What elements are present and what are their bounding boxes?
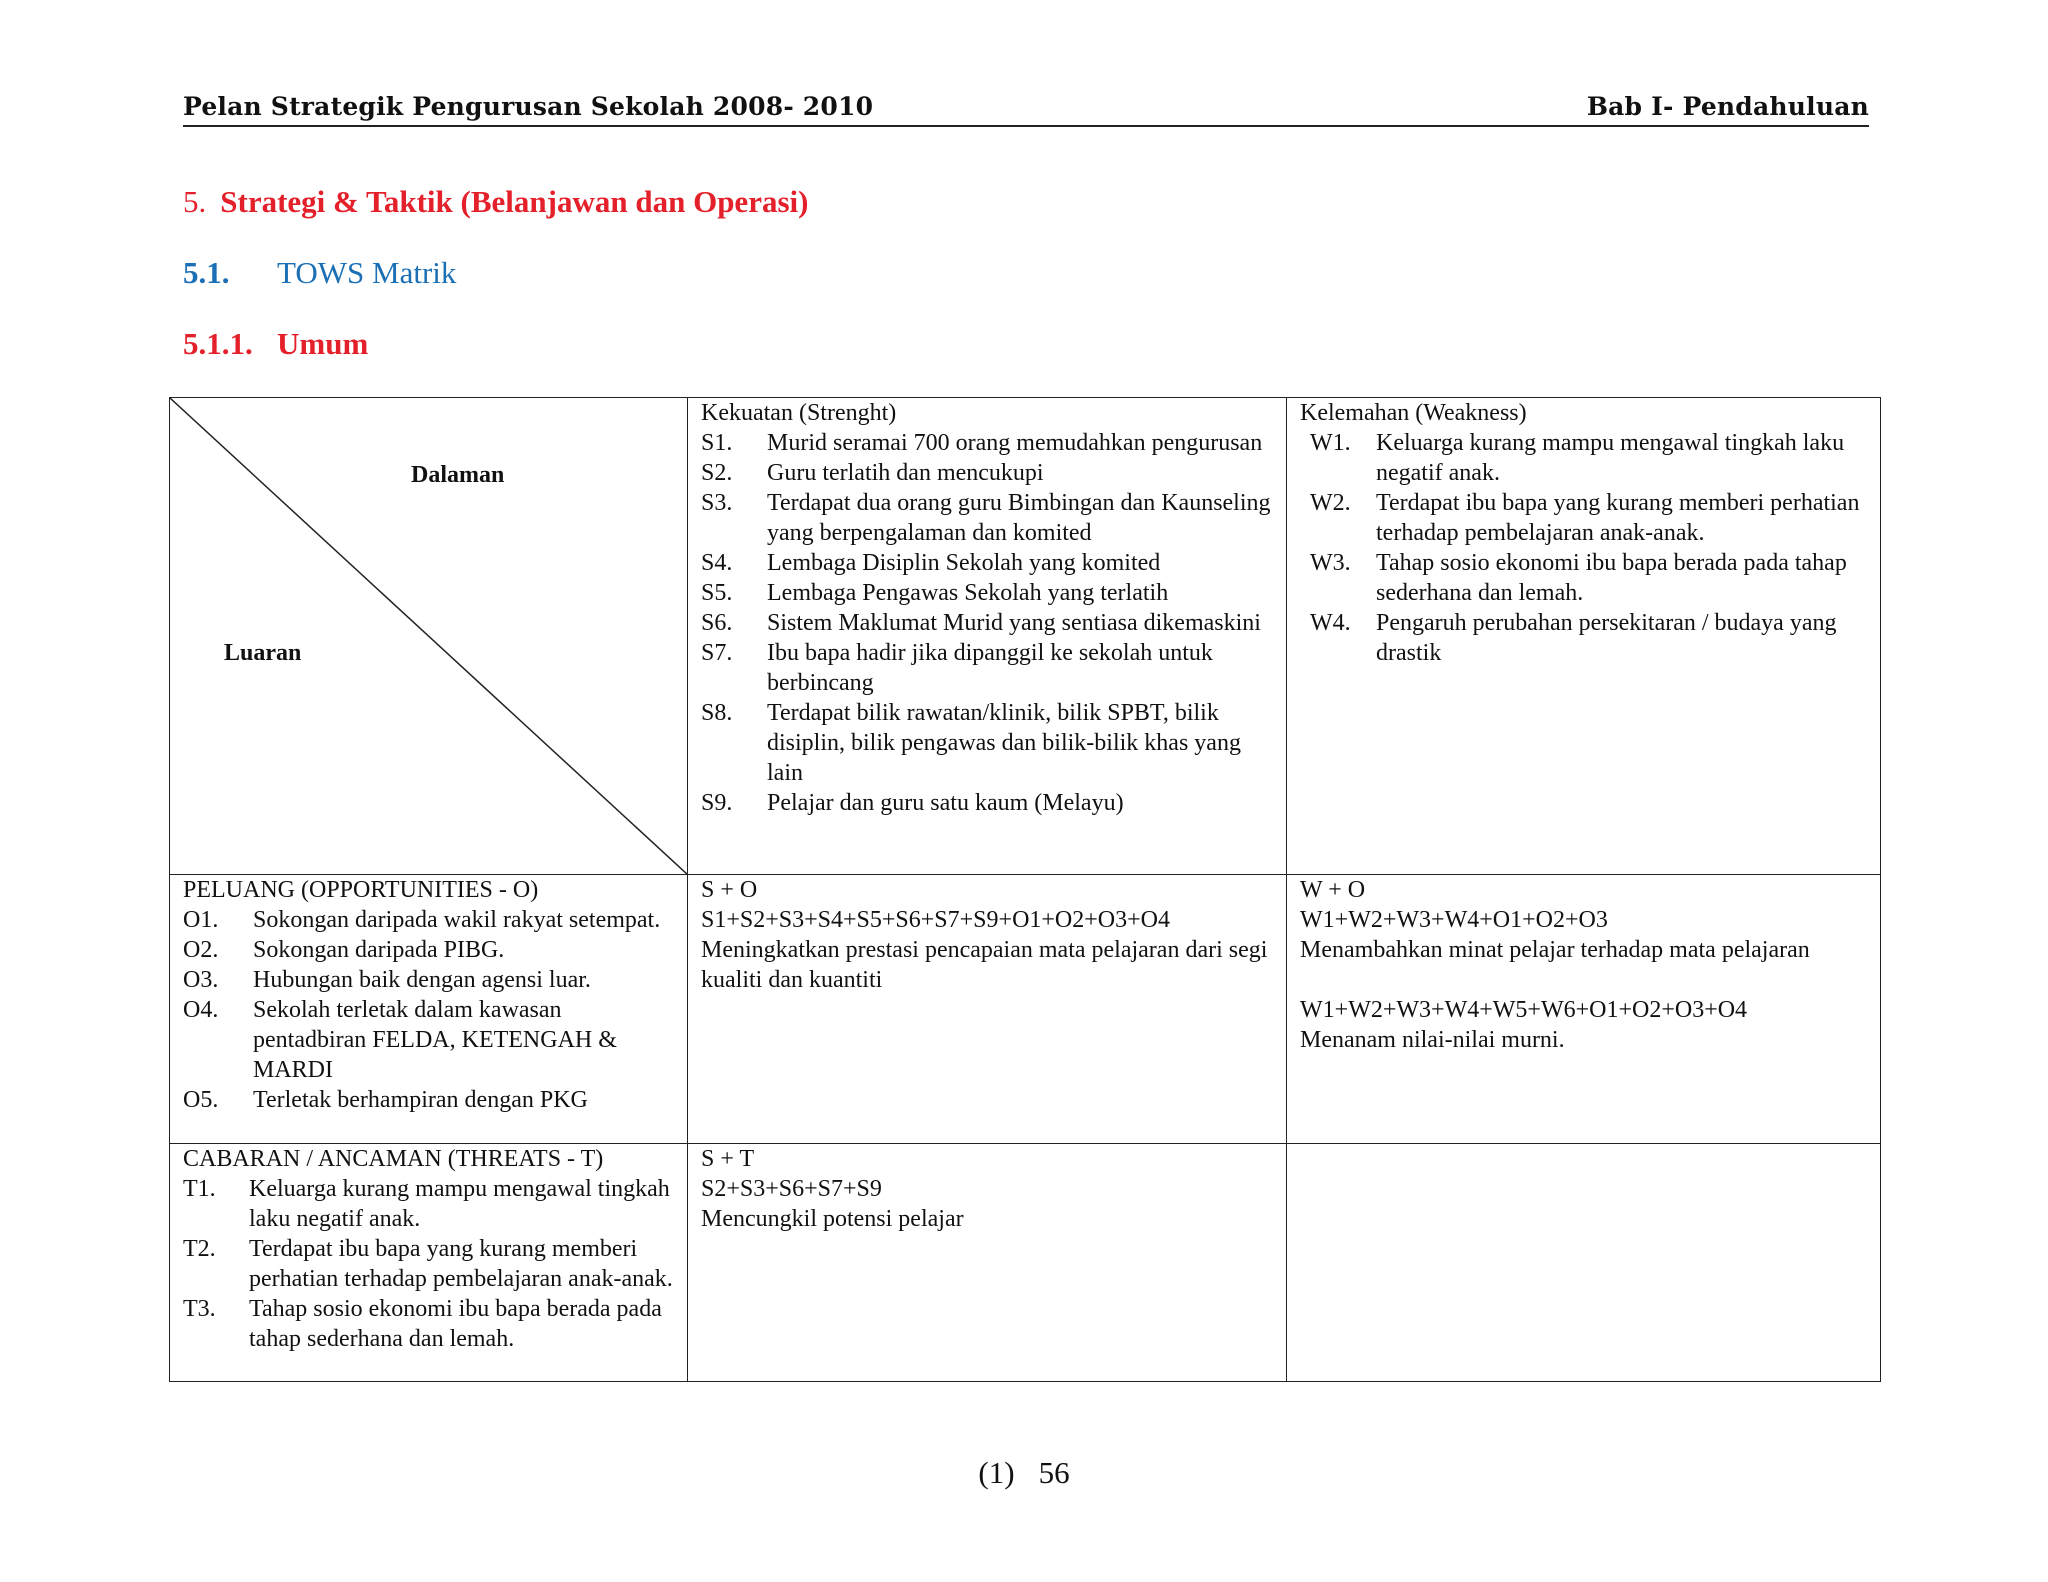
item-code: S9. (701, 790, 733, 816)
item-text: Murid seramai 700 orang memudahkan pengurusan (767, 430, 1263, 456)
item-text: Hubungan baik dengan agensi luar. (253, 967, 591, 993)
item-text: Ibu bapa hadir jika dipanggil ke sekolah untuk berbincang (767, 640, 1213, 696)
subsubsection-heading (183, 326, 368, 362)
subsubsection-title: Umum (277, 326, 369, 361)
spacer (1300, 965, 1868, 995)
item-code: W2. (1310, 490, 1351, 516)
list-item (183, 1085, 675, 1115)
list-item (701, 458, 1274, 488)
wo-title: W + O (1300, 877, 1366, 903)
list-item (701, 788, 1274, 818)
item-code: S6. (701, 610, 733, 636)
section-number: 5. (183, 184, 207, 219)
item-text: Tahap sosio ekonomi ibu bapa berada pada tahap sederhana dan lemah. (1376, 550, 1847, 606)
list-item (183, 1234, 675, 1294)
so-description: Meningkatkan prestasi pencapaian mata pelajaran dari segi kualiti dan kuantiti (701, 937, 1268, 993)
st-combination: S2+S3+S6+S7+S9 (701, 1176, 882, 1202)
list-item (183, 995, 675, 1085)
item-text: Guru terlatih dan mencukupi (767, 460, 1044, 486)
item-text: Terdapat dua orang guru Bimbingan dan Kaunseling yang berpengalaman dan komited (767, 490, 1271, 546)
threats-cell (170, 1144, 688, 1382)
item-text: Sokongan daripada PIBG. (253, 937, 505, 963)
list-item (183, 1294, 675, 1354)
item-code: S4. (701, 550, 733, 576)
section-title: Strategi & Taktik (Belanjawan dan Operasi) (220, 184, 809, 219)
opportunities-cell (170, 875, 688, 1144)
list-item (1300, 428, 1868, 488)
list-item (183, 965, 675, 995)
threats-title: CABARAN / ANCAMAN (THREATS - T) (183, 1146, 604, 1172)
so-title: S + O (701, 877, 758, 903)
chapter-title: Bab I- Pendahuluan (1586, 92, 1869, 121)
item-code: S5. (701, 580, 733, 606)
item-code: O4. (183, 997, 219, 1023)
list-item (701, 608, 1274, 638)
item-text: Pengaruh perubahan persekitaran / budaya yang drastik (1376, 610, 1837, 666)
section-heading (183, 184, 808, 220)
item-text: Keluarga kurang mampu mengawal tingkah laku negatif anak. (249, 1176, 670, 1232)
item-code: W4. (1310, 610, 1351, 636)
strengths-list (701, 428, 1274, 818)
so-combination: S1+S2+S3+S4+S5+S6+S7+S9+O1+O2+O3+O4 (701, 907, 1170, 933)
external-label: Luaran (224, 640, 302, 666)
item-code: W1. (1310, 430, 1351, 456)
item-code: O3. (183, 967, 219, 993)
tows-matrix-table (169, 397, 1881, 1382)
subsubsection-number: 5.1.1. (183, 326, 253, 361)
matrix-row-threats (170, 1144, 1881, 1382)
st-description: Mencungkil potensi pelajar (701, 1206, 964, 1232)
list-item (701, 428, 1274, 458)
page-footer (0, 1455, 2048, 1491)
wo-combination-2: W1+W2+W3+W4+W5+W6+O1+O2+O3+O4 (1300, 997, 1748, 1023)
item-code: S8. (701, 700, 733, 726)
item-text: Keluarga kurang mampu mengawal tingkah laku negatif anak. (1376, 430, 1845, 486)
st-title: S + T (701, 1146, 755, 1172)
item-text: Pelajar dan guru satu kaum (Melayu) (767, 790, 1124, 816)
list-item (1300, 488, 1868, 548)
item-code: T1. (183, 1176, 216, 1202)
list-item (1300, 608, 1868, 668)
item-code: W3. (1310, 550, 1351, 576)
item-code: T3. (183, 1296, 216, 1322)
internal-label: Dalaman (411, 462, 505, 488)
list-item (1300, 548, 1868, 608)
wo-strategy-cell (1287, 875, 1881, 1144)
item-text: Tahap sosio ekonomi ibu bapa berada pada tahap sederhana dan lemah. (249, 1296, 662, 1352)
page-header (183, 92, 1869, 127)
wo-description-2: Menanam nilai-nilai murni. (1300, 1027, 1565, 1053)
list-item (701, 638, 1274, 698)
list-item (183, 1174, 675, 1234)
subsection-heading (183, 255, 456, 291)
list-item (183, 935, 675, 965)
threats-list (183, 1174, 675, 1354)
item-text: Sekolah terletak dalam kawasan pentadbiran FELDA, KETENGAH & MARDI (253, 997, 617, 1083)
wo-combination-1: W1+W2+W3+W4+O1+O2+O3 (1300, 907, 1608, 933)
wo-description-1: Menambahkan minat pelajar terhadap mata pelajaran (1300, 937, 1810, 963)
matrix-row-opportunities (170, 875, 1881, 1144)
item-code: O2. (183, 937, 219, 963)
item-code: O5. (183, 1087, 219, 1113)
item-code: S2. (701, 460, 733, 486)
weaknesses-title: Kelemahan (Weakness) (1300, 400, 1527, 426)
weaknesses-list (1300, 428, 1868, 668)
list-item (701, 698, 1274, 788)
opportunities-title: PELUANG (OPPORTUNITIES - O) (183, 877, 539, 903)
list-item (183, 905, 675, 935)
item-text: Lembaga Disiplin Sekolah yang komited (767, 550, 1161, 576)
item-text: Sistem Maklumat Murid yang sentiasa dikemaskini (767, 610, 1261, 636)
opportunities-list (183, 905, 675, 1115)
item-text: Terdapat ibu bapa yang kurang memberi perhatian terhadap pembelajaran anak-anak. (1376, 490, 1860, 546)
item-code: T2. (183, 1236, 216, 1262)
strengths-title: Kekuatan (Strenght) (701, 400, 897, 426)
list-item (701, 578, 1274, 608)
subsection-title: TOWS Matrik (277, 255, 457, 290)
weaknesses-cell (1287, 398, 1881, 875)
list-item (701, 488, 1274, 548)
item-code: S1. (701, 430, 733, 456)
so-strategy-cell (688, 875, 1287, 1144)
item-code: O1. (183, 907, 219, 933)
st-strategy-cell (688, 1144, 1287, 1382)
item-text: Lembaga Pengawas Sekolah yang terlatih (767, 580, 1169, 606)
item-code: S7. (701, 640, 733, 666)
wt-strategy-cell (1287, 1144, 1881, 1382)
item-text: Terletak berhampiran dengan PKG (253, 1087, 588, 1113)
part-number: (1) (978, 1455, 1015, 1490)
item-text: Terdapat bilik rawatan/klinik, bilik SPBT, bilik disiplin, bilik pengawas dan bilik-bilik khas yang lain (767, 700, 1241, 786)
item-code: S3. (701, 490, 733, 516)
list-item (701, 548, 1274, 578)
subsection-number: 5.1. (183, 255, 230, 290)
matrix-row-header (170, 398, 1881, 875)
item-text: Terdapat ibu bapa yang kurang memberi perhatian terhadap pembelajaran anak-anak. (249, 1236, 673, 1292)
document-title: Pelan Strategik Pengurusan Sekolah 2008- 2010 (183, 92, 874, 121)
strengths-cell (688, 398, 1287, 875)
page-number: 56 (1038, 1455, 1070, 1490)
matrix-corner-cell (170, 398, 688, 875)
item-text: Sokongan daripada wakil rakyat setempat. (253, 907, 661, 933)
